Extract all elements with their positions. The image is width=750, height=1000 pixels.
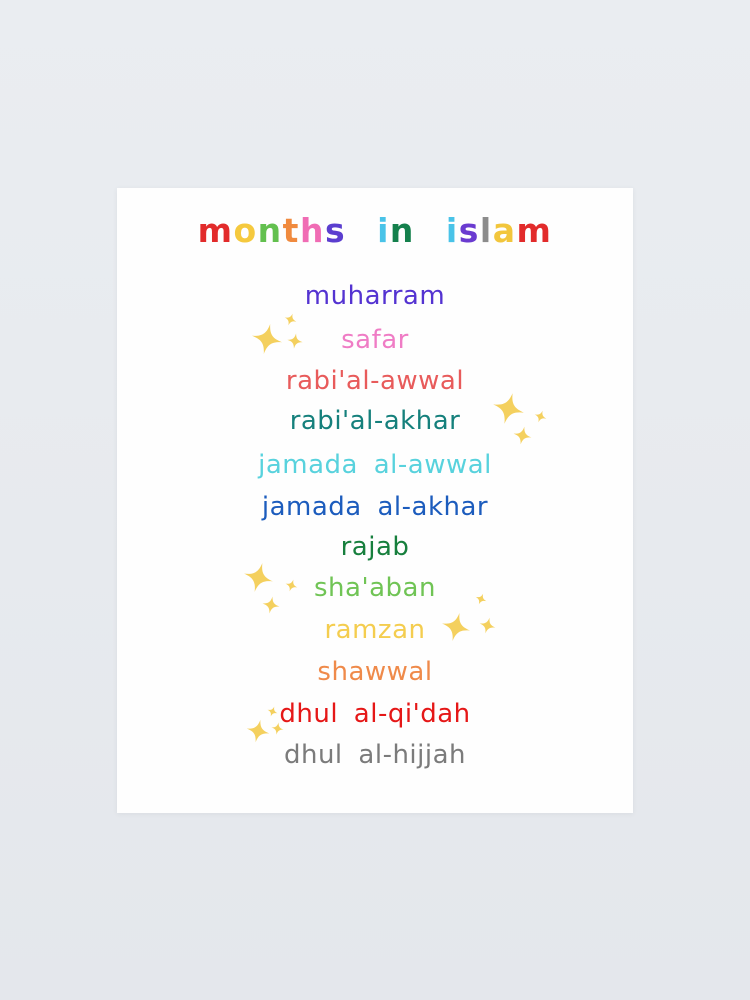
title-letter: o — [233, 211, 258, 250]
month-name: jamada al-awwal — [258, 450, 492, 480]
title-letter: l — [479, 211, 493, 250]
poster — [117, 188, 633, 813]
month-name: rabi'al-awwal — [285, 366, 465, 396]
sparkle-icon — [270, 721, 285, 736]
month-name: dhul al-qi'dah — [279, 699, 471, 729]
title-letter: t — [282, 211, 300, 250]
title-letter: n — [389, 211, 415, 250]
sparkle-icon — [244, 717, 272, 745]
sparkle-icon — [261, 595, 282, 616]
title-word-islam — [446, 208, 552, 254]
title-letter: s — [458, 211, 480, 250]
title-letter: m — [197, 211, 234, 250]
title-letter: i — [377, 211, 390, 250]
month-name: rajab — [340, 532, 410, 562]
title-letter: i — [445, 211, 459, 250]
month-name: dhul al-hijjah — [283, 740, 467, 770]
title-letter: a — [492, 211, 517, 250]
sparkle-icon — [286, 332, 304, 350]
poster-title — [117, 208, 633, 254]
title-word-months — [198, 208, 347, 254]
sparkle-icon — [248, 320, 286, 358]
month-name: muharram — [304, 281, 446, 311]
month-name: sha'aban — [314, 573, 436, 603]
title-letter: s — [324, 211, 347, 250]
title-letter: h — [299, 211, 325, 250]
month-name: ramzan — [324, 615, 426, 645]
title-word-in — [377, 208, 415, 254]
title-letter: m — [516, 211, 553, 250]
month-name: shawwal — [317, 657, 433, 687]
sparkle-icon — [511, 424, 534, 447]
title-letter: n — [257, 211, 283, 250]
month-name: rabi'al-akhar — [289, 406, 461, 436]
month-name: jamada al-akhar — [261, 492, 489, 522]
month-name: safar — [341, 325, 409, 355]
